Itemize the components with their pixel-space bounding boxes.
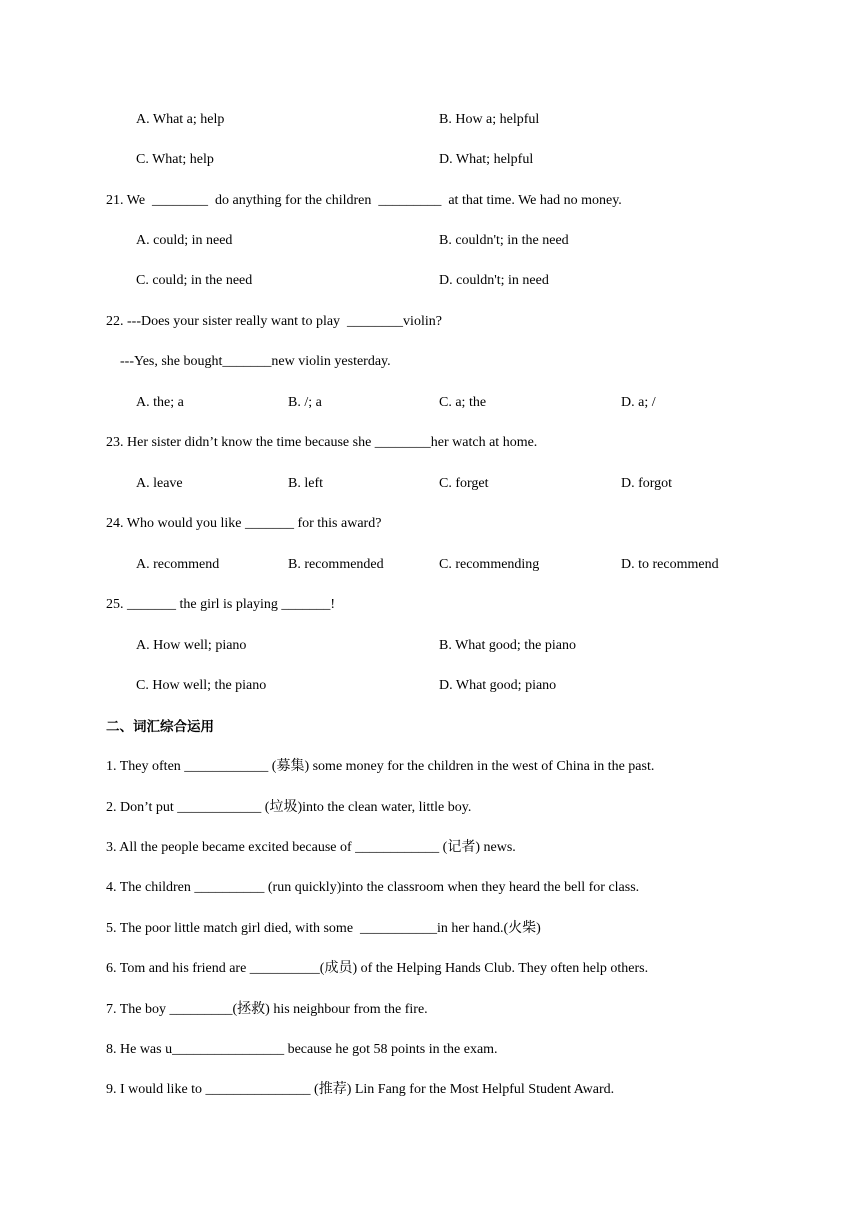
vocab-item: 4. The children __________ (run quickly)into the classroom when they heard the bell for class. [106, 880, 640, 895]
vocab-item: 3. All the people became excited because of ____________ (记者) news. [106, 840, 516, 855]
q20-option-a: A. What a; help [136, 112, 225, 127]
q23-option-c: C. forget [439, 476, 489, 491]
q22-option-d: D. a; / [621, 395, 656, 410]
q22-option-c: C. a; the [439, 395, 487, 410]
vocab-item: 6. Tom and his friend are __________(成员) of the Helping Hands Club. They often help others. [106, 961, 649, 976]
q24-option-a: A. recommend [136, 557, 220, 572]
vocab-item: 1. They often ____________ (募集) some money for the children in the west of China in the past. [106, 759, 655, 774]
q23-option-b: B. left [288, 476, 323, 491]
vocab-item: 8. He was u________________ because he got 58 points in the exam. [106, 1042, 498, 1057]
q24-option-d: D. to recommend [621, 557, 719, 572]
q20-option-c: C. What; help [136, 152, 214, 167]
vocab-item: 7. The boy _________(拯救) his neighbour from the fire. [106, 1002, 428, 1017]
q24-option-b: B. recommended [288, 557, 384, 572]
vocab-item: 2. Don’t put ____________ (垃圾)into the clean water, little boy. [106, 800, 472, 815]
q25-option-c: C. How well; the piano [136, 678, 267, 693]
vocab-item: 5. The poor little match girl died, with some ___________in her hand.(火柴) [106, 921, 541, 936]
q21-option-c: C. could; in the need [136, 273, 253, 288]
q21-stem: 21. We ________ do anything for the children _________ at that time. We had no money. [106, 193, 622, 208]
q23-option-a: A. leave [136, 476, 183, 491]
q24-option-c: C. recommending [439, 557, 540, 572]
section-title: 二、词汇综合运用 [106, 719, 214, 735]
q25-option-d: D. What good; piano [439, 678, 557, 693]
q20-option-b: B. How a; helpful [439, 112, 540, 127]
q21-option-a: A. could; in need [136, 233, 233, 248]
q22-option-b: B. /; a [288, 395, 322, 410]
q23-option-d: D. forgot [621, 476, 673, 491]
vocab-item: 9. I would like to _______________ (推荐) Lin Fang for the Most Helpful Student Award. [106, 1082, 615, 1097]
q23-stem: 23. Her sister didn’t know the time because she ________her watch at home. [106, 435, 538, 450]
q21-option-d: D. couldn't; in need [439, 273, 549, 288]
q22-stem-line2: ---Yes, she bought_______new violin yesterday. [120, 354, 391, 369]
q24-stem: 24. Who would you like _______ for this award? [106, 516, 382, 531]
q25-stem: 25. _______ the girl is playing _______! [106, 597, 336, 612]
q25-option-b: B. What good; the piano [439, 638, 576, 653]
q21-option-b: B. couldn't; in the need [439, 233, 569, 248]
q22-stem-line1: 22. ---Does your sister really want to play ________violin? [106, 314, 442, 329]
q22-option-a: A. the; a [136, 395, 184, 410]
q25-option-a: A. How well; piano [136, 638, 247, 653]
q20-option-d: D. What; helpful [439, 152, 534, 167]
